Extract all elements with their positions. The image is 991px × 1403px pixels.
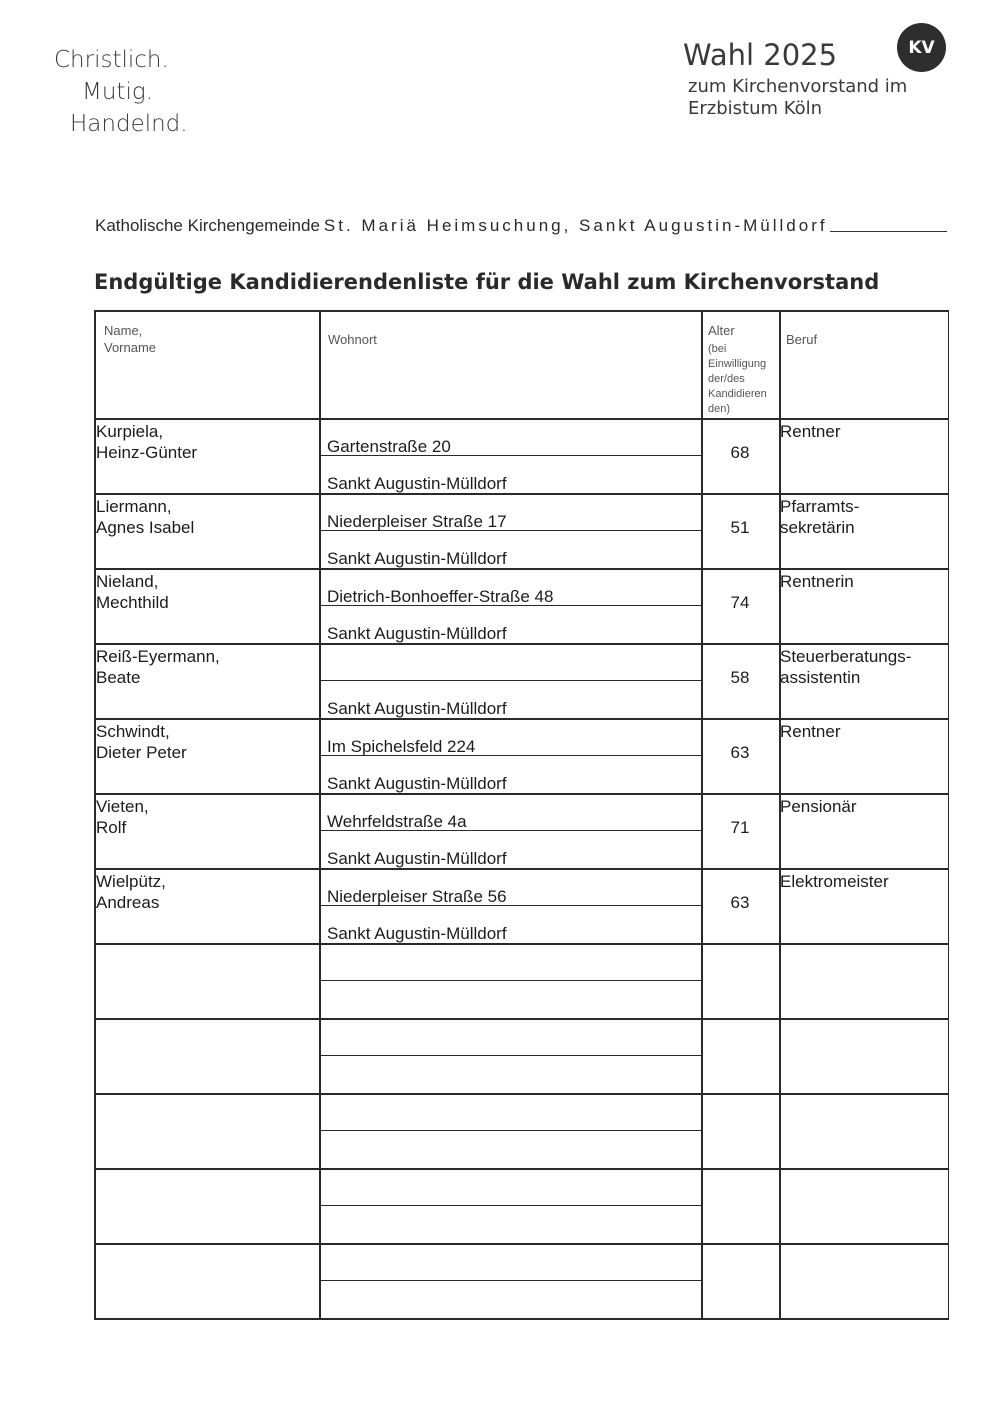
row-divider [94, 493, 949, 495]
row-divider [94, 943, 949, 945]
row-divider [94, 1243, 949, 1245]
row-divider [94, 793, 949, 795]
candidate-first-name: Andreas [96, 893, 160, 912]
slogan-line: Mutig. [82, 79, 153, 105]
candidate-age: 71 [730, 818, 750, 837]
header-beruf: Beruf [786, 332, 818, 347]
candidate-city: Sankt Augustin-Mülldorf [327, 549, 507, 568]
candidate-city: Sankt Augustin-Mülldorf [327, 849, 507, 868]
header-name-line: Name, [104, 323, 143, 338]
candidate-street: Niederpleiser Straße 17 [327, 512, 507, 531]
fill-line [830, 230, 947, 232]
candidate-table [94, 310, 949, 1320]
candidate-last-name: Wielpütz, [96, 872, 166, 891]
address-subdivider [319, 980, 701, 981]
candidate-age: 63 [730, 743, 750, 762]
row-divider [94, 1093, 949, 1095]
candidate-last-name: Reiß-Eyermann, [96, 647, 220, 666]
candidate-occupation: Steuerberatungs- [780, 647, 912, 666]
candidate-last-name: Kurpiela, [96, 422, 164, 441]
candidate-occupation: Elektromeister [780, 872, 889, 891]
candidate-occupation: Rentnerin [780, 572, 854, 591]
candidate-last-name: Schwindt, [96, 722, 170, 741]
candidate-city: Sankt Augustin-Mülldorf [327, 474, 507, 493]
election-subtitle [688, 76, 907, 120]
header-alter: Alter [708, 323, 735, 338]
row-divider [94, 1318, 949, 1320]
candidate-city: Sankt Augustin-Mülldorf [327, 774, 507, 793]
table-border-top [94, 310, 949, 312]
candidate-street: Niederpleiser Straße 56 [327, 887, 507, 906]
candidate-city: Sankt Augustin-Mülldorf [327, 699, 507, 718]
candidate-occupation: Pfarramts- [780, 497, 860, 516]
candidate-age: 63 [730, 893, 750, 912]
candidate-last-name: Liermann, [96, 497, 172, 516]
address-subdivider [319, 680, 701, 681]
row-divider [94, 1168, 949, 1170]
row-divider [94, 718, 949, 720]
header-alter-note-line: der/des [708, 373, 745, 385]
candidate-occupation: assistentin [780, 668, 861, 687]
address-subdivider [319, 1055, 701, 1056]
candidate-first-name: Mechthild [96, 593, 169, 612]
slogan-line: Handelnd. [70, 111, 188, 137]
slogan-line: Christlich. [54, 47, 169, 73]
kv-logo-badge: KV [897, 23, 946, 72]
candidate-last-name: Nieland, [96, 572, 159, 591]
candidate-last-name: Vieten, [96, 797, 149, 816]
row-divider [94, 568, 949, 570]
address-subdivider [319, 1205, 701, 1206]
candidate-occupation: Rentner [780, 722, 841, 741]
candidate-first-name: Rolf [96, 818, 127, 837]
address-subdivider [319, 1280, 701, 1281]
candidate-age: 58 [730, 668, 750, 687]
parish-name: St. Mariä Heimsuchung, Sankt Augustin-Mülldorf [323, 216, 828, 235]
header-divider [94, 418, 949, 420]
candidate-city: Sankt Augustin-Mülldorf [327, 924, 507, 943]
document-title: Endgültige Kandidierendenliste für die Wahl zum Kirchenvorstand [94, 270, 880, 294]
address-subdivider [319, 1130, 701, 1131]
candidate-age: 51 [730, 518, 750, 537]
candidate-first-name: Heinz-Günter [96, 443, 198, 462]
row-divider [94, 1018, 949, 1020]
header-alter-note-line: (bei [708, 343, 727, 355]
row-divider [94, 868, 949, 870]
candidate-occupation: Pensionär [780, 797, 857, 816]
candidate-first-name: Beate [96, 668, 141, 687]
election-title: Wahl 2025 [683, 38, 838, 72]
slogan [52, 44, 188, 140]
candidate-first-name: Dieter Peter [96, 743, 187, 762]
candidate-city: Sankt Augustin-Mülldorf [327, 624, 507, 643]
header-alter-note-line: den) [708, 403, 731, 415]
header-alter-note [708, 342, 782, 417]
parish-line [95, 216, 947, 236]
header-alter-note-line: Einwilligung [708, 358, 767, 370]
candidate-street: Gartenstraße 20 [327, 437, 451, 456]
header-name [104, 322, 156, 356]
candidate-street: Dietrich-Bonhoeffer-Straße 48 [327, 587, 554, 606]
election-subtitle-line: Erzbistum Köln [688, 98, 823, 119]
candidate-occupation: sekretärin [780, 518, 855, 537]
header-alter-note-line: Kandidieren [708, 388, 767, 400]
parish-prefix: Katholische Kirchengemeinde [95, 216, 320, 235]
candidate-street: Wehrfeldstraße 4a [327, 812, 467, 831]
candidate-occupation: Rentner [780, 422, 841, 441]
candidate-age: 74 [730, 593, 750, 612]
candidate-age: 68 [730, 443, 750, 462]
candidate-street: Im Spichelsfeld 224 [327, 737, 476, 756]
header-wohnort: Wohnort [328, 332, 377, 347]
election-subtitle-line: zum Kirchenvorstand im [688, 76, 908, 97]
header-name-line: Vorname [104, 340, 157, 355]
candidate-first-name: Agnes Isabel [96, 518, 195, 537]
row-divider [94, 643, 949, 645]
